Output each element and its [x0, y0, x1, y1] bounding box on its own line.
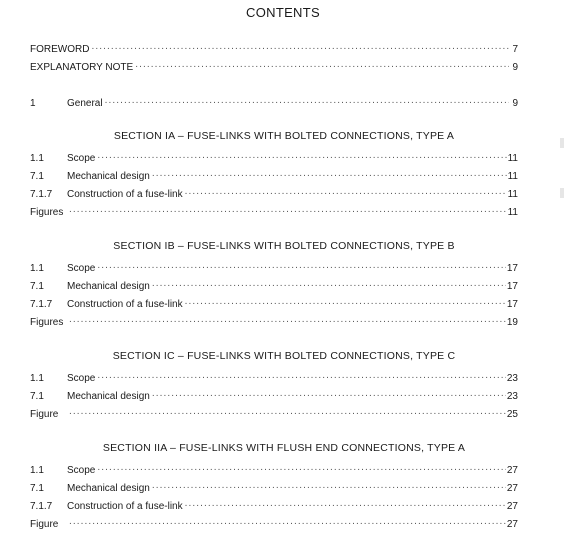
section-heading-ib: SECTION IB – FUSE-LINKS WITH BOLTED CONNECTIONS, TYPE B: [113, 240, 455, 252]
toc-page-number: 27: [506, 483, 518, 493]
toc-entry[interactable]: [30, 149, 518, 163]
toc-entry-number: 7.1: [30, 281, 44, 291]
toc-leader-dots: [185, 497, 506, 509]
scan-artifact: [560, 138, 564, 148]
toc-entry-number: 7.1: [30, 171, 44, 181]
toc-entry[interactable]: [30, 461, 518, 475]
toc-entry[interactable]: [30, 405, 518, 419]
toc-leader-dots: [135, 58, 509, 70]
toc-page-number: 19: [506, 317, 518, 327]
toc-leader-dots: [152, 479, 506, 491]
toc-leader-dots: [97, 149, 506, 161]
toc-page-number: 17: [506, 263, 518, 273]
toc-entry-label: Mechanical design: [67, 483, 150, 493]
toc-page-number: 27: [506, 465, 518, 475]
section-heading-ic: SECTION IC – FUSE-LINKS WITH BOLTED CONNECTIONS, TYPE C: [112, 350, 456, 362]
toc-entry[interactable]: [30, 313, 518, 327]
toc-entry-number: Figure: [30, 409, 59, 419]
toc-entry-number: 1.1: [30, 263, 44, 273]
toc-entry-label: Mechanical design: [67, 391, 150, 401]
toc-leader-dots: [69, 515, 506, 527]
toc-entry-number: 7.1: [30, 483, 44, 493]
toc-entry-number: Figures: [30, 207, 64, 217]
toc-page-number: 9: [512, 62, 518, 72]
toc-entry-label: FOREWORD: [30, 44, 90, 54]
toc-page-number: 7: [512, 44, 518, 54]
toc-entry-foreword[interactable]: [30, 40, 518, 54]
toc-entry-explanatory-note[interactable]: [30, 58, 518, 72]
toc-entry-label: Scope: [67, 263, 96, 273]
toc-entry-number: Figure: [30, 519, 59, 529]
toc-entry-label: Scope: [67, 153, 96, 163]
toc-page-number: 23: [506, 391, 518, 401]
toc-entry-general[interactable]: [30, 94, 518, 108]
toc-entry[interactable]: [30, 515, 518, 529]
toc-entry-number: 1: [30, 98, 36, 108]
toc-entry-number: 7.1.7: [30, 189, 53, 199]
toc-page-number: 11: [507, 189, 518, 199]
toc-leader-dots: [152, 277, 506, 289]
toc-entry-label: General: [67, 98, 103, 108]
toc-entry[interactable]: [30, 479, 518, 493]
toc-entry-number: Figures: [30, 317, 64, 327]
toc-entry-number: 7.1.7: [30, 501, 53, 511]
toc-leader-dots: [185, 295, 506, 307]
scan-artifact: [560, 188, 564, 198]
toc-entry-label: Mechanical design: [67, 281, 150, 291]
toc-entry-label: Construction of a fuse-link: [67, 189, 183, 199]
toc-page-number: 11: [507, 207, 518, 217]
toc-page-number: 25: [506, 409, 518, 419]
toc-leader-dots: [185, 185, 507, 197]
toc-page-number: 27: [506, 501, 518, 511]
toc-leader-dots: [91, 40, 509, 52]
toc-entry-label: Scope: [67, 373, 96, 383]
toc-leader-dots: [97, 461, 506, 473]
toc-entry[interactable]: [30, 203, 518, 217]
toc-entry[interactable]: [30, 369, 518, 383]
section-heading-ia: SECTION IA – FUSE-LINKS WITH BOLTED CONNECTIONS, TYPE A: [113, 130, 455, 142]
toc-entry[interactable]: [30, 185, 518, 199]
toc-leader-dots: [152, 387, 506, 399]
toc-entry-number: 7.1: [30, 391, 44, 401]
toc-entry-label: Mechanical design: [67, 171, 150, 181]
toc-entry[interactable]: [30, 497, 518, 511]
toc-leader-dots: [152, 167, 507, 179]
toc-page-number: 17: [506, 299, 518, 309]
toc-page-number: 11: [507, 171, 518, 181]
toc-entry-number: 7.1.7: [30, 299, 53, 309]
toc-leader-dots: [105, 94, 509, 106]
toc-page-number: 11: [507, 153, 518, 163]
toc-entry-label: Construction of a fuse-link: [67, 299, 183, 309]
toc-page-number: 9: [512, 98, 518, 108]
toc-leader-dots: [69, 405, 506, 417]
toc-leader-dots: [69, 313, 506, 325]
toc-leader-dots: [97, 369, 506, 381]
toc-entry-label: EXPLANATORY NOTE: [30, 62, 134, 72]
toc-page-number: 23: [506, 373, 518, 383]
toc-entry-number: 1.1: [30, 373, 44, 383]
toc-leader-dots: [97, 259, 506, 271]
toc-entry[interactable]: [30, 167, 518, 181]
toc-page-number: 17: [506, 281, 518, 291]
toc-entry[interactable]: [30, 277, 518, 291]
toc-leader-dots: [69, 203, 507, 215]
toc-entry-label: Scope: [67, 465, 96, 475]
toc-entry[interactable]: [30, 295, 518, 309]
page-title: CONTENTS: [246, 5, 320, 20]
section-heading-iia: SECTION IIA – FUSE-LINKS WITH FLUSH END CONNECTIONS, TYPE A: [102, 442, 466, 454]
toc-entry-number: 1.1: [30, 465, 44, 475]
toc-entry[interactable]: [30, 387, 518, 401]
toc-entry-number: 1.1: [30, 153, 44, 163]
toc-page-number: 27: [506, 519, 518, 529]
toc-entry[interactable]: [30, 259, 518, 273]
toc-entry-label: Construction of a fuse-link: [67, 501, 183, 511]
